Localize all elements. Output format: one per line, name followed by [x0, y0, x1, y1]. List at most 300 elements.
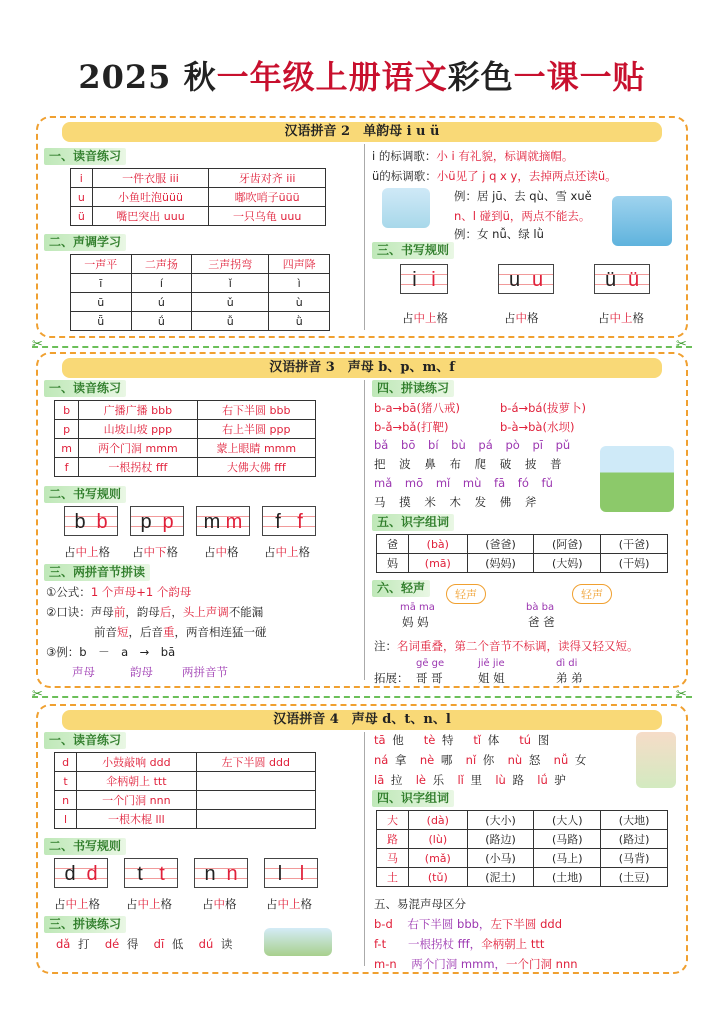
py: dú — [198, 937, 214, 951]
text: 格 — [436, 311, 448, 325]
table-row — [377, 849, 668, 868]
title-year: 2025 秋 — [78, 58, 217, 96]
divider — [364, 380, 365, 680]
table-row — [55, 791, 316, 810]
rhyme — [94, 624, 267, 640]
syllable-row — [374, 732, 549, 748]
writing-grid-t — [124, 858, 178, 888]
word: 弟 弟 — [556, 671, 583, 685]
section-title: 一、读音练习 — [44, 148, 126, 165]
text: 前 — [113, 605, 126, 619]
writing-grid-u — [498, 264, 554, 294]
grid-caption — [132, 544, 178, 560]
table-cell: b — [55, 401, 79, 420]
scissors-icon: ✂ — [676, 337, 687, 352]
pinyin: dì di — [556, 658, 578, 669]
text: m-n — [374, 957, 397, 971]
formula — [46, 584, 191, 600]
table-cell: (大妈) — [534, 554, 601, 573]
extension-label: 拓展： — [374, 671, 409, 685]
confusable-row — [374, 936, 544, 952]
table-cell: (大小) — [467, 811, 534, 830]
table-cell: 马 — [377, 849, 409, 868]
text: 占 — [598, 311, 610, 325]
grid-caption — [598, 310, 644, 326]
table-cell: (干爸) — [601, 535, 668, 554]
example-text: 例：女 nǚ、绿 lǜ — [454, 227, 544, 241]
tone-song-i — [372, 148, 573, 164]
hz: 他 — [392, 733, 404, 747]
table-row — [55, 458, 316, 477]
letter: b — [96, 511, 108, 533]
scissors-icon: ✂ — [676, 687, 687, 702]
table-cell: 广播广播 bbb — [79, 401, 197, 420]
py: lǐ — [457, 773, 464, 787]
letter: d — [86, 863, 98, 885]
section-title: 二、书写规则 — [44, 838, 126, 855]
letter: n — [204, 863, 216, 885]
lesson-4-header: 汉语拼音 4 声母 d、t、n、l — [62, 710, 662, 730]
writing-grid-b — [64, 506, 118, 536]
py: bō — [401, 438, 416, 452]
hz: 发 — [474, 495, 487, 509]
table-cell: (大地) — [601, 811, 668, 830]
table-row — [377, 535, 668, 554]
grid-caption — [504, 310, 539, 326]
table-cell: (mǎ) — [408, 849, 467, 868]
table-cell: ǚ — [192, 312, 269, 331]
text: 中 — [515, 311, 527, 325]
hz: 米 — [424, 495, 436, 509]
label: 声母 — [72, 665, 95, 679]
grid-caption — [402, 310, 448, 326]
writing-grid-v — [594, 264, 650, 294]
text: 占 — [264, 545, 276, 559]
py: lè — [415, 773, 426, 787]
text: ， — [171, 605, 183, 619]
py: lā — [374, 773, 385, 787]
section-title: 三、两拼音节拼读 — [44, 564, 150, 581]
letter: p — [162, 511, 174, 533]
hz: 驴 — [554, 773, 566, 787]
table-row — [55, 401, 316, 420]
text: ①公式： — [46, 585, 91, 599]
hz: 怒 — [528, 753, 541, 767]
spell: b-á→bá(拔萝卜) — [500, 401, 586, 415]
word: 爸 爸 — [528, 615, 555, 629]
section-title: 五、识字组词 — [372, 514, 454, 531]
song-text: 小ü见了 j q x y，去掉两点还读ü。 — [436, 169, 617, 183]
hz: 布 — [449, 457, 461, 471]
table-cell: (马上) — [534, 849, 601, 868]
pinyin: jiě jie — [478, 658, 505, 669]
table-cell: 三声拐弯 — [192, 255, 269, 274]
label: 两拼音节 — [182, 665, 228, 679]
table-cell: ǘ — [131, 312, 192, 331]
letter: ü — [604, 269, 617, 291]
py: tǐ — [473, 733, 482, 747]
rhyme — [46, 604, 263, 620]
table-cell: ū — [71, 293, 132, 312]
text: 中下 — [143, 545, 167, 559]
writing-grid-l — [264, 858, 318, 888]
text: 一根拐杖 fff， — [408, 937, 482, 951]
example: ③例：b － a → bā — [46, 645, 176, 659]
hz: 哪 — [440, 753, 453, 767]
pinyin: gē ge — [416, 658, 445, 669]
word: 妈 妈 — [402, 615, 429, 629]
table-cell: 一件衣服 iii — [92, 169, 209, 188]
writing-grid-n — [194, 858, 248, 888]
py: pò — [505, 438, 520, 452]
table-cell: 路 — [377, 830, 409, 849]
text: 格 — [98, 545, 110, 559]
table-cell: 嘴巴突出 uuu — [92, 207, 209, 226]
hz: 得 — [126, 937, 139, 951]
writing-grid-i — [400, 264, 448, 294]
table-cell: ǔ — [192, 293, 269, 312]
text: 格 — [160, 897, 172, 911]
py: nǐ — [465, 753, 477, 767]
table-cell: (mā) — [408, 554, 467, 573]
writing-grid-f — [262, 506, 316, 536]
table-cell: 伞柄朝上 ttt — [77, 772, 196, 791]
title-color: 彩色 — [447, 58, 514, 96]
label: ü的标调歌： — [372, 169, 437, 183]
section-title: 四、拼读练习 — [372, 380, 454, 397]
text: 格 — [166, 545, 178, 559]
table-cell: í — [131, 274, 192, 293]
hz: 把 — [374, 457, 386, 471]
letter: i — [431, 269, 436, 291]
table-cell: n — [55, 791, 77, 810]
table-cell: 小鱼吐泡üüü — [92, 188, 209, 207]
table-cell: 右上半圆 ppp — [197, 420, 315, 439]
py: tè — [423, 733, 436, 747]
table-cell: ù — [269, 293, 330, 312]
table-cell: ī — [71, 274, 132, 293]
letter: t — [137, 863, 143, 885]
text: 中 — [213, 897, 225, 911]
table-cell: ü — [71, 207, 93, 226]
example-text: 例：居 jū、去 qù、雪 xuě — [454, 189, 592, 203]
neutral-tone-bubble: 轻声 — [446, 584, 486, 604]
text: 中上 — [413, 311, 437, 325]
table-row — [55, 772, 316, 791]
text: 占 — [126, 897, 138, 911]
table-cell: m — [55, 439, 79, 458]
hz: 斧 — [524, 495, 537, 509]
hz: 乐 — [432, 773, 445, 787]
letter: f — [297, 511, 303, 533]
pinyin: mā ma — [400, 602, 435, 613]
text: 两个门洞 mmm， — [411, 957, 507, 971]
table-cell: (bà) — [408, 535, 467, 554]
text: 占 — [504, 311, 516, 325]
py: lǘ — [537, 773, 548, 787]
label: i 的标调歌： — [372, 149, 437, 163]
hz: 波 — [399, 457, 411, 471]
text: 中上 — [277, 897, 301, 911]
text: b-d — [374, 917, 393, 931]
table-row — [55, 810, 316, 829]
hz: 破 — [499, 457, 512, 471]
py: lù — [495, 773, 506, 787]
lesson-3-header: 汉语拼音 3 声母 b、p、m、f — [62, 358, 662, 378]
py: mō — [404, 476, 424, 490]
spell-row — [56, 936, 232, 952]
spell: b-ǎ→bǎ(打靶) — [374, 420, 449, 434]
section-title: 一、读音练习 — [44, 732, 126, 749]
title-grade: 一年级上册语文 — [216, 58, 448, 96]
table-cell: 大佛大佛 fff — [197, 458, 315, 477]
text: 占 — [132, 545, 144, 559]
letter: b — [74, 511, 86, 533]
text: ，韵母 — [125, 605, 160, 619]
grid-caption — [64, 544, 110, 560]
note — [374, 638, 639, 654]
hz: 你 — [482, 753, 495, 767]
table-cell: (lù) — [408, 830, 467, 849]
py: bù — [451, 438, 466, 452]
section-title: 三、书写规则 — [372, 242, 454, 259]
text: 注： — [374, 639, 397, 653]
text: 中上 — [609, 311, 633, 325]
table-cell: (马背) — [601, 849, 668, 868]
label: 韵母 — [130, 665, 153, 679]
hz: 女 — [574, 753, 587, 767]
table-row — [71, 255, 330, 274]
hz: 打 — [78, 937, 90, 951]
section-title: 六、轻声 — [372, 580, 430, 597]
rainbow-illustration — [636, 732, 676, 788]
table-cell: 小鼓敲响 ddd — [77, 753, 196, 772]
table-cell: f — [55, 458, 79, 477]
table-row — [71, 207, 326, 226]
hz: 鼻 — [424, 457, 436, 471]
tone-table — [70, 254, 330, 331]
table-cell: t — [55, 772, 77, 791]
text: ②口诀：声母 — [46, 605, 114, 619]
syllable-row — [374, 752, 586, 768]
text: 格 — [225, 897, 237, 911]
hz: 图 — [537, 733, 550, 747]
letter: n — [226, 863, 238, 885]
text: 中上 — [275, 545, 299, 559]
pinyin: bà ba — [526, 602, 555, 613]
py: nè — [419, 753, 435, 767]
table-cell: 一根木棍 lll — [77, 810, 196, 829]
table-cell: (阿爸) — [534, 535, 601, 554]
text: 1 个声母+1 个韵母 — [90, 585, 192, 599]
grid-caption — [264, 544, 310, 560]
text: 前音 — [94, 625, 117, 639]
grid-caption — [54, 896, 100, 912]
table-cell: 土 — [377, 868, 409, 887]
text: 伞柄朝上 ttt — [481, 937, 545, 951]
table-cell: 牙齿对齐 iii — [209, 169, 326, 188]
table-row — [71, 312, 330, 331]
word-table — [376, 534, 668, 573]
text: 中 — [215, 545, 227, 559]
py: dī — [153, 937, 165, 951]
py: tú — [519, 733, 532, 747]
py: tā — [374, 733, 386, 747]
py: fā — [494, 476, 506, 490]
lesson-2-card — [36, 116, 688, 338]
hz: 爬 — [474, 457, 487, 471]
letter: l — [277, 863, 283, 885]
grid-caption — [202, 896, 237, 912]
py: nù — [507, 753, 523, 767]
page-title — [0, 52, 724, 98]
text: 中上 — [65, 897, 89, 911]
table-cell: ǖ — [71, 312, 132, 331]
confusable-row — [374, 956, 578, 972]
hz: 读 — [220, 937, 233, 951]
table-cell: ǜ — [269, 312, 330, 331]
letter: m — [225, 511, 243, 533]
text: 格 — [227, 545, 239, 559]
letter: ü — [627, 269, 640, 291]
hz: 木 — [449, 495, 461, 509]
table-cell: (妈妈) — [467, 554, 534, 573]
title-lesson: 一课一贴 — [513, 58, 646, 96]
text: 右下半圆 bbb， — [407, 917, 491, 931]
section-title: 四、识字组词 — [372, 790, 454, 807]
py: pī — [532, 438, 543, 452]
table-row — [377, 554, 668, 573]
reading-table — [54, 752, 316, 829]
table-cell: ú — [131, 293, 192, 312]
hz: 低 — [171, 937, 184, 951]
py: mǐ — [435, 476, 451, 490]
text: 中上 — [75, 545, 99, 559]
lesson-2-header: 汉语拼音 2 单韵母 i u ü — [62, 122, 662, 142]
py: fǔ — [541, 476, 553, 490]
text: 占 — [54, 897, 66, 911]
table-cell: 一个门洞 nnn — [77, 791, 196, 810]
syllable-row — [374, 772, 566, 788]
table-row — [71, 274, 330, 293]
letter: d — [64, 863, 76, 885]
table-row — [55, 753, 316, 772]
table-cell: 四声降 — [269, 255, 330, 274]
table-cell: (土豆) — [601, 868, 668, 887]
scissors-icon: ✂ — [32, 337, 43, 352]
table-cell: 二声扬 — [131, 255, 192, 274]
rule-text: n、l 碰到ü，两点不能去。 — [454, 209, 591, 223]
letter: u — [531, 269, 544, 291]
text: 中上 — [137, 897, 161, 911]
table-cell: (土地) — [534, 868, 601, 887]
table-row — [55, 420, 316, 439]
text: 头上声调 — [182, 605, 229, 619]
table-cell: 嘟吹哨子üüü — [209, 188, 326, 207]
divider — [364, 144, 365, 330]
table-cell: 大 — [377, 811, 409, 830]
hz: 佛 — [499, 495, 512, 509]
scissors-icon: ✂ — [32, 687, 43, 702]
letter: t — [159, 863, 165, 885]
text: 格 — [88, 897, 100, 911]
section-title-plain: 五、易混声母区分 — [374, 897, 466, 911]
table-cell: l — [55, 810, 77, 829]
hanzi-row — [374, 456, 562, 472]
word-table — [376, 810, 668, 887]
table-cell: 右下半圆 bbb — [197, 401, 315, 420]
table-cell: (dà) — [408, 811, 467, 830]
hz: 路 — [512, 773, 524, 787]
table-cell: 一只乌龟 uuu — [209, 207, 326, 226]
table-row — [71, 169, 326, 188]
section-title: 三、拼读练习 — [44, 916, 126, 933]
table-cell: ì — [269, 274, 330, 293]
table-cell: (干妈) — [601, 554, 668, 573]
hz: 体 — [487, 733, 500, 747]
hz: 摸 — [399, 495, 411, 509]
letter: l — [299, 863, 305, 885]
table-cell — [196, 810, 315, 829]
text: 格 — [300, 897, 312, 911]
py: ná — [374, 753, 389, 767]
section-title: 二、声调学习 — [44, 234, 126, 251]
text: 不能漏 — [228, 605, 264, 619]
confusable-row — [374, 916, 562, 932]
table-cell: (大人) — [534, 811, 601, 830]
py: mǎ — [374, 476, 393, 490]
text: 短 — [117, 625, 129, 639]
writing-grid-p — [130, 506, 184, 536]
table-row — [377, 811, 668, 830]
table-cell: (泥土) — [467, 868, 534, 887]
grid-caption — [204, 544, 239, 560]
table-row — [71, 188, 326, 207]
text: 格 — [632, 311, 644, 325]
text: 占 — [402, 311, 414, 325]
divider — [364, 732, 365, 966]
text: 左下半圆 ddd — [490, 917, 562, 931]
table-cell: 爸 — [377, 535, 409, 554]
hz: 披 — [524, 457, 537, 471]
py: fó — [517, 476, 529, 490]
text: 后 — [159, 605, 172, 619]
text: 占 — [204, 545, 216, 559]
spell: b-a→bā(猪八戒) — [374, 401, 460, 415]
table-cell: (马路) — [534, 830, 601, 849]
grid-caption — [126, 896, 172, 912]
text: 占 — [64, 545, 76, 559]
text: 占 — [266, 897, 278, 911]
hz: 马 — [374, 495, 386, 509]
text: f-t — [374, 937, 387, 951]
letter: m — [203, 511, 221, 533]
table-row — [71, 293, 330, 312]
reading-table — [54, 400, 316, 477]
table-row — [55, 439, 316, 458]
table-cell: 山坡山坡 ppp — [79, 420, 197, 439]
hz: 拿 — [395, 753, 407, 767]
py: dǎ — [56, 937, 71, 951]
section-title: 二、书写规则 — [44, 486, 126, 503]
word: 哥 哥 — [416, 671, 443, 685]
lesson-3-card — [36, 352, 688, 688]
text: ，两音相连猛一碰 — [174, 625, 267, 639]
table-cell: 一根拐杖 fff — [79, 458, 197, 477]
children-illustration — [382, 188, 430, 228]
hz: 特 — [441, 733, 454, 747]
grid-caption — [266, 896, 312, 912]
